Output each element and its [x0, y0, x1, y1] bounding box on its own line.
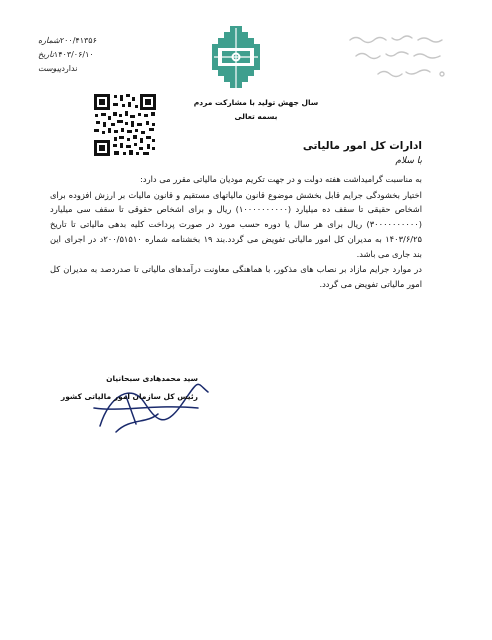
- letter-attachment-label: پیوست: [38, 64, 62, 73]
- recipient: ادارات کل امور مالیاتی: [302, 140, 422, 152]
- letter-attachment-row: [34, 62, 142, 76]
- greeting: با سلام: [395, 156, 422, 166]
- qr-code: [92, 92, 158, 158]
- body-paragraph-main: اختیار بخشودگی جرایم قابل بخشش موضوع قانون مالیاتهای مستقیم و قانون مالیات بر ارزش افزوده برای اشخاص حقیقی تا سقف ده میلیارد (۱۰۰۰۰۰۰۰۰۰۰) ریال و برای اشخاص حقوقی تا سقف سی میلیارد (۳۰۰۰۰۰۰۰۰۰۰) ریال برای هر سال یا دوره حسب مورد در صورت پرداخت کلیه بدهی مالیاتی تا تاریخ ۱۴۰۳/۶/۲۵ به مدیران کل امور مالیاتی تفویض می گردد.بند ۱۹ بخشنامه شماره ۲۰۰/۵۱۵۱۰د در اجرای این بند جاری می باشد.: [50, 189, 423, 259]
- body-paragraph-intro: به مناسبت گرامیداشت هفته دولت و در جهت تکریم مودیان مالیاتی مقرر می دارد:: [140, 174, 422, 184]
- signatory-name: سید محمدهادی سبحانیان: [106, 374, 198, 383]
- handwritten-signature: [86, 374, 216, 440]
- letter-attachment-value: ندارد: [61, 64, 78, 73]
- signatory-title: رئیس کل سازمان امور مالیاتی کشور: [60, 392, 198, 401]
- letter-number-value: ۲۰۰/۴۱۳۵۶: [59, 36, 97, 45]
- tax-organization-emblem: [208, 26, 264, 90]
- basmala: بسمه تعالی: [234, 112, 278, 121]
- letter-number-row: [34, 34, 142, 48]
- signature-block: [60, 372, 216, 440]
- letter-date-label: تاریخ: [38, 50, 54, 59]
- letter-number-label: شماره: [38, 36, 60, 45]
- body-paragraph-excess: در موارد جرایم مازاد بر نصاب های مذکور، با هماهنگی معاونت درآمدهای مالیاتی تا صدردصد به مدیران کل امور مالیاتی تفویض می گردد.: [50, 264, 422, 289]
- year-slogan: سال جهش تولید با مشارکت مردم: [193, 98, 319, 107]
- letter-date-row: [34, 48, 142, 62]
- ministry-header: [344, 32, 450, 90]
- letter-meta: [34, 34, 142, 76]
- letter-body: [50, 172, 422, 293]
- letter-date-value: ۱۴۰۳/۰۶/۱۰: [53, 50, 94, 59]
